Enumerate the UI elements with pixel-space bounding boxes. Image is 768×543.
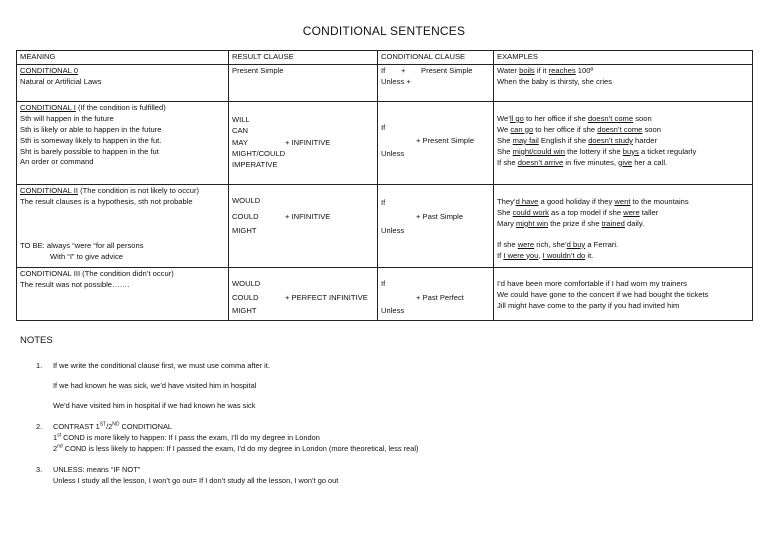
cond-if: If [381, 122, 386, 132]
note-line: 1st COND is more likely to happen: If I pass the exam, I’ll do my degree in London [53, 432, 320, 442]
result-modal: IMPERATIVE [232, 159, 278, 169]
meaning-line: An order or command [20, 157, 94, 167]
result-form: Present Simple [232, 65, 284, 75]
table-row-conditional-0 [17, 64, 753, 101]
note-text: If we write the conditional clause first, we must use comma after it. [53, 361, 270, 370]
table-row-conditional-2 [17, 184, 753, 267]
result-modal: COULD [232, 211, 259, 221]
note-example: We’d have visited him in hospital if we had known he was sick [53, 401, 256, 410]
result-modal: MAY [232, 137, 248, 147]
cond-plus: + [401, 65, 406, 75]
note-item [36, 360, 736, 411]
result-modal: WOULD [232, 278, 261, 288]
result-modal: COULD [232, 292, 259, 302]
examples-cell [494, 101, 753, 184]
meaning-title-line [20, 103, 225, 114]
cond-unless: Unless + [381, 76, 411, 86]
header-result-clause: RESULT CLAUSE [229, 51, 378, 65]
cond-unless: Unless [381, 305, 405, 315]
examples-cell [494, 64, 753, 101]
result-modal: MIGHT [232, 305, 257, 315]
cond-form: Present Simple [421, 65, 473, 75]
note-number: 1. [36, 361, 43, 370]
table-row-conditional-1 [17, 101, 753, 184]
meaning-title-line [20, 186, 225, 197]
notes-section [36, 360, 736, 496]
cond-if: If [381, 65, 386, 75]
result-modal: MIGHT/COULD [232, 148, 286, 158]
result-plus-infinitive: + INFINITIVE [285, 137, 331, 147]
conditional-table [16, 50, 753, 321]
condition-cell [378, 101, 494, 184]
result-cell [229, 101, 378, 184]
meaning-cell [17, 267, 229, 320]
result-modal: WOULD [232, 195, 261, 205]
example-line: I’d have been more comfortable if I had worn my trainers [497, 278, 687, 288]
result-plus-perfect-infinitive: + PERFECT INFINITIVE [285, 292, 368, 302]
example-line: If she were rich, she’d buy a Ferrari. [497, 239, 619, 249]
header-examples: EXAMPLES [494, 51, 753, 65]
example-line: She might/could win the lottery if she buys a ticket regularly [497, 146, 697, 156]
page-title: CONDITIONAL SENTENCES [302, 24, 466, 38]
meaning-note: (The condition is not likely to occur) [77, 185, 200, 195]
result-plus-infinitive: + INFINITIVE [285, 211, 331, 221]
note-line: 2nd COND is less likely to happen: If I passed the exam, I’d do my degree in London (more theoretical, less real) [53, 443, 419, 453]
note-number: 3. [36, 465, 43, 474]
meaning-title: CONDITIONAL II [20, 185, 78, 195]
note-heading: UNLESS: means “IF NOT” [53, 465, 141, 474]
result-cell [229, 267, 378, 320]
cond-form: + Past Simple [416, 211, 464, 221]
meaning-note: (If the condition is fulfilled) [75, 102, 166, 112]
example-line: They’d have a good holiday if they went to the mountains [497, 196, 689, 206]
header-conditional-clause: CONDITIONAL CLAUSE [378, 51, 494, 65]
note-example: If we had known he was sick, we’d have visited him in hospital [53, 381, 257, 390]
header-meaning: MEANING [17, 51, 229, 65]
cond-unless: Unless [381, 148, 405, 158]
note-line: Unless I study all the lesson, I won’t go out= If I don’t study all the lesson, I won’t go out [53, 476, 339, 485]
result-modal: WILL [232, 114, 250, 124]
condition-cell [378, 267, 494, 320]
cond-if: If [381, 197, 386, 207]
meaning-line: The result clauses is a hypothesis, sth not probable [20, 196, 193, 206]
example-line: When the baby is thirsty, she cries [497, 76, 613, 86]
example-line: If I were you, I wouldn’t do it. [497, 250, 594, 260]
meaning-title: CONDITIONAL III [20, 268, 81, 278]
note-item [36, 464, 736, 486]
meaning-cell [17, 184, 229, 267]
result-modal: CAN [232, 125, 249, 135]
meaning-line: Sht is barely possible to happen in the fut [20, 146, 159, 156]
result-modal: MIGHT [232, 225, 257, 235]
examples-cell [494, 267, 753, 320]
meaning-to-be: TO BE: always “were “for all persons [20, 240, 144, 250]
cond-unless: Unless [381, 225, 405, 235]
meaning-cell [17, 64, 229, 101]
example-line: We’ll go to her office if she doesn’t come soon [497, 113, 652, 123]
example-line: Mary might win the prize if she trained daily. [497, 218, 645, 228]
cond-form: + Present Simple [416, 135, 475, 145]
meaning-title: CONDITIONAL I [20, 102, 76, 112]
table-header-row [17, 51, 753, 65]
example-line: We can go to her office if she doesn’t come soon [497, 124, 661, 134]
meaning-title: CONDITIONAL 0 [20, 65, 78, 75]
example-line: She may fail English if she doesn’t study harder [497, 135, 657, 145]
note-heading: CONTRAST 1ST/2ND CONDITIONAL [53, 421, 173, 431]
condition-cell [378, 64, 494, 101]
example-line: We could have gone to the concert if we had bought the tickets [497, 289, 709, 299]
meaning-to-be-advice: With “I” to give advice [50, 251, 124, 261]
meaning-line: Sth is someway likely to happen in the fut. [20, 135, 162, 145]
examples-cell [494, 184, 753, 267]
meaning-line: Sth will happen in the future [20, 113, 114, 123]
note-item [36, 421, 736, 454]
notes-title: NOTES [20, 335, 53, 346]
meaning-line: Natural or Artificial Laws [20, 76, 102, 86]
condition-cell [378, 184, 494, 267]
table-row-conditional-3 [17, 267, 753, 320]
example-line: If she doesn’t arrive in five minutes, give her a call. [497, 157, 668, 167]
cond-if: If [381, 278, 386, 288]
example-line: She could work as a top model if she were taller [497, 207, 659, 217]
note-number: 2. [36, 422, 43, 431]
meaning-note: (The condition didn’t occur) [80, 268, 174, 278]
example-line: Jill might have come to the party if you had invited him [497, 300, 680, 310]
meaning-line: The result was not possible……. [20, 279, 130, 289]
cond-form: + Past Perfect [416, 292, 464, 302]
meaning-cell [17, 101, 229, 184]
example-line: Water boils if it reaches 100º [497, 65, 594, 75]
meaning-line: Sth is likely or able to happen in the future [20, 124, 162, 134]
result-cell [229, 184, 378, 267]
meaning-title-line [20, 269, 225, 280]
result-cell [229, 64, 378, 101]
